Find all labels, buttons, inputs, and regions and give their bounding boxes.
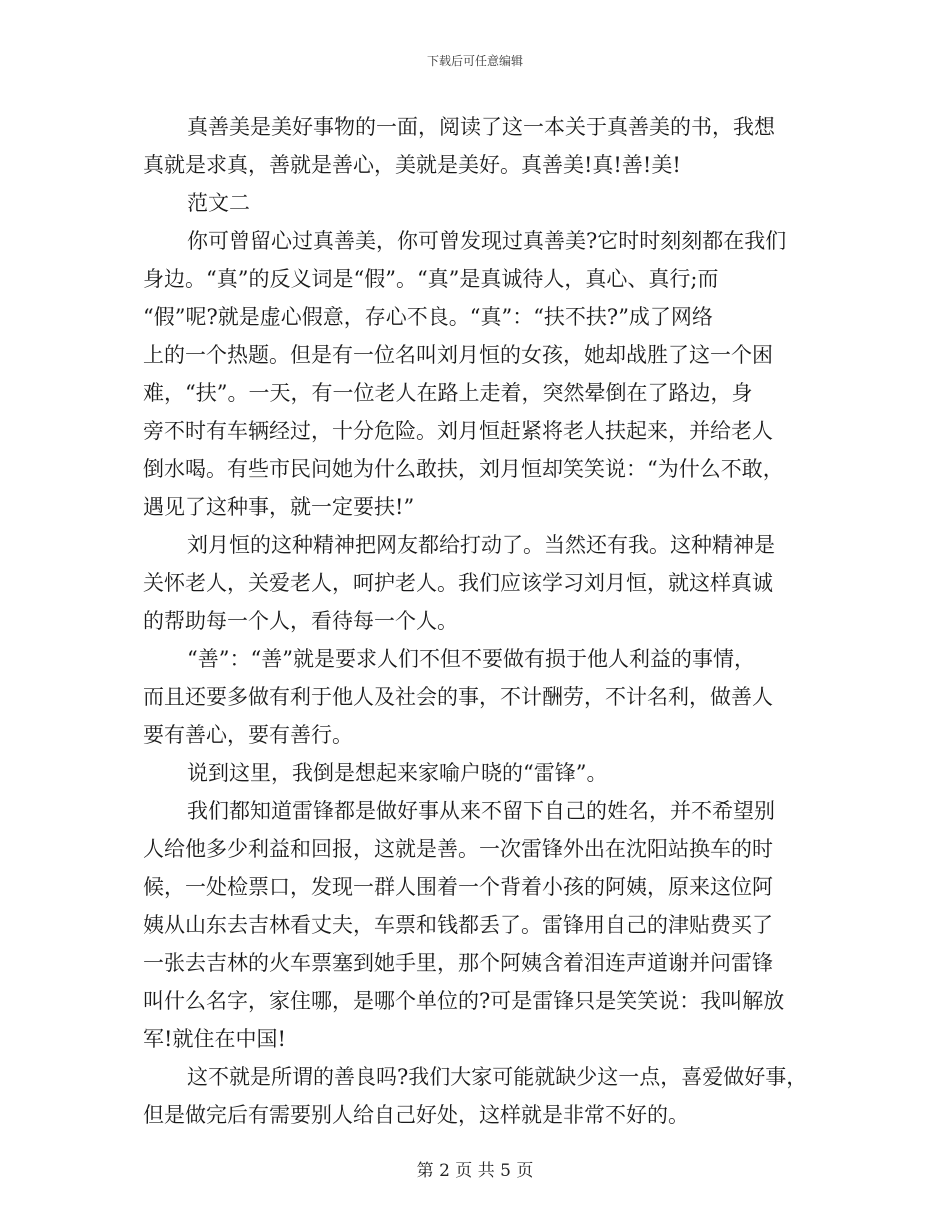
text-line: 难，“扶”。一天，有一位老人在路上走着，突然晕倒在了路边，身: [143, 381, 753, 405]
text-line: 我们都知道雷锋都是做好事从来不留下自己的姓名，并不希望别: [187, 799, 775, 823]
page-header: 下载后可任意编辑: [426, 54, 523, 68]
text-line: 但是做完后有需要别人给自己好处，这样就是非常不好的。: [143, 1103, 689, 1127]
text-line: 军!就住在中国!: [143, 1027, 286, 1051]
text-line: 的帮助每一个人，看待每一个人。: [143, 609, 458, 633]
text-line: 上的一个热题。但是有一位名叫刘月恒的女孩，她却战胜了这一个困: [143, 343, 773, 367]
text-line: “假”呢?就是虚心假意，存心不良。“真”：“扶不扶?”成了网络: [143, 305, 713, 329]
text-line: 这不就是所谓的善良吗?我们大家可能就缺少这一点，喜爱做好事，: [187, 1065, 808, 1089]
text-line: 刘月恒的这种精神把网友都给打动了。当然还有我。这种精神是: [187, 533, 775, 557]
text-line: 叫什么名字，家住哪，是哪个单位的?可是雷锋只是笑笑说：我叫解放: [143, 989, 785, 1013]
text-line: 人给他多少利益和回报，这就是善。一次雷锋外出在沈阳站换车的时: [143, 837, 773, 861]
text-line: 一张去吉林的火车票塞到她手里，那个阿姨含着泪连声道谢并问雷锋: [143, 951, 773, 975]
text-line: 真就是求真，善就是善心，美就是美好。真善美!真!善!美!: [143, 153, 681, 177]
text-line: 要有善心，要有善行。: [143, 723, 353, 747]
text-line: 候，一处检票口，发现一群人围着一个背着小孩的阿姨，原来这位阿: [143, 875, 773, 899]
text-line: 真善美是美好事物的一面，阅读了这一本关于真善美的书，我想: [187, 115, 775, 139]
text-line: 而且还要多做有利于他人及社会的事，不计酬劳，不计名利，做善人: [143, 685, 773, 709]
section-heading: 范文二: [187, 191, 250, 215]
text-line: 姨从山东去吉林看丈夫，车票和钱都丢了。雷锋用自己的津贴费买了: [143, 913, 773, 937]
text-line: 身边。“真”的反义词是“假”。“真”是真诚待人，真心、真行;而: [143, 267, 719, 291]
text-line: 关怀老人，关爱老人，呵护老人。我们应该学习刘月恒，就这样真诚: [143, 571, 773, 595]
page-footer: 第 2 页 共 5 页: [416, 1161, 534, 1181]
text-line: 旁不时有车辆经过，十分危险。刘月恒赶紧将老人扶起来，并给老人: [143, 419, 773, 443]
text-line: 倒水喝。有些市民问她为什么敢扶，刘月恒却笑笑说：“为什么不敢，: [143, 457, 784, 481]
text-line: 遇见了这种事，就一定要扶!”: [143, 495, 415, 519]
text-line: “善”：“善”就是要求人们不但不要做有损于他人利益的事情，: [187, 647, 755, 671]
document-body: [143, 108, 815, 1134]
text-line: 你可曾留心过真善美，你可曾发现过真善美?它时时刻刻都在我们: [187, 229, 787, 253]
text-line: 说到这里，我倒是想起来家喻户晓的“雷锋”。: [187, 761, 608, 785]
